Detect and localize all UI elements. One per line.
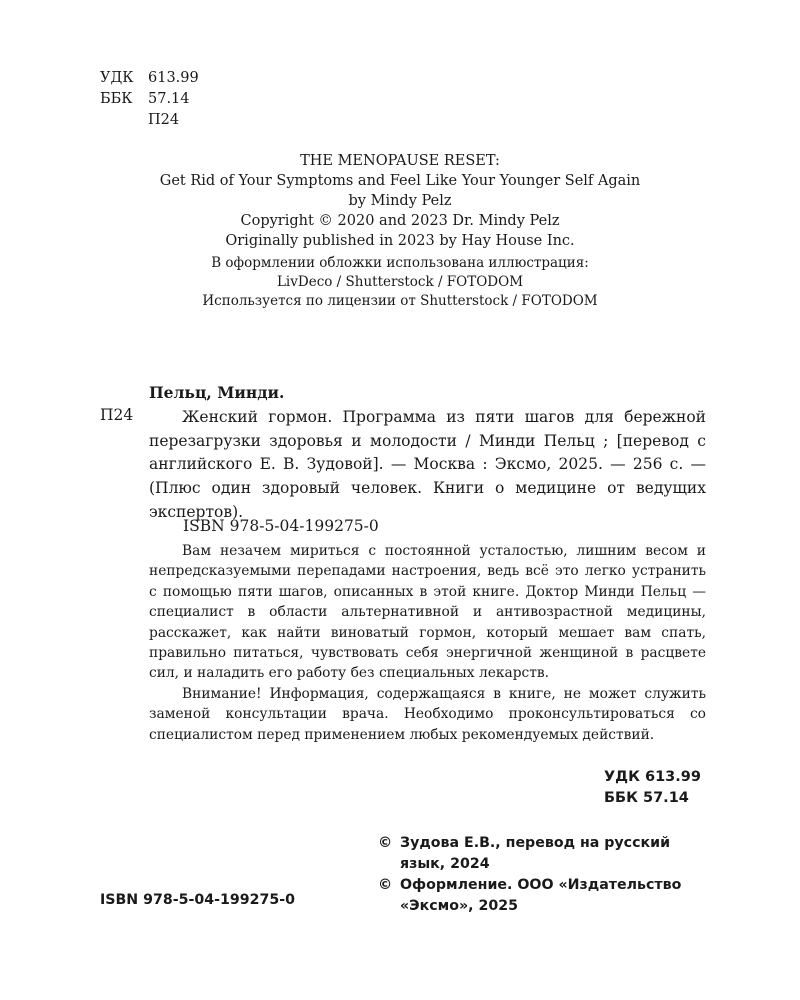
annotation-paragraph-2: Внимание! Информация, содержащаяся в книге, не может служить заменой консультации врача. Необходимо проконсультироваться со специалистом перед применением любых рекомендуемых действий. [149, 685, 706, 743]
cover-credits-line2: LivDeco / Shutterstock / FOTODOM [276, 274, 524, 290]
copyright-symbol: © [378, 835, 393, 851]
original-copyright: Copyright © 2020 and 2023 Dr. Mindy Pelz [240, 213, 560, 229]
udk-value: 613.99 [148, 70, 199, 86]
codes-bottom [604, 767, 701, 809]
copyright-design [378, 875, 718, 917]
copyright-translation [378, 833, 718, 875]
original-edition-info [0, 151, 800, 251]
record-description-block [149, 406, 706, 525]
bbk-value: 57.14 [148, 91, 190, 107]
original-published: Originally published in 2023 by Hay House Inc. [225, 233, 575, 249]
copyright-symbol: © [378, 877, 393, 893]
author-mark-row [100, 110, 199, 131]
bbk-label: ББК [100, 91, 133, 107]
isbn-bottom: ISBN 978-5-04-199275-0 [100, 892, 296, 908]
udk-row [100, 68, 199, 89]
original-subtitle: Get Rid of Your Symptoms and Feel Like Your Younger Self Again [159, 173, 641, 189]
original-title: THE MENOPAUSE RESET: [300, 153, 500, 169]
copyright-block [378, 833, 718, 917]
record-isbn: ISBN 978-5-04-199275-0 [183, 517, 379, 535]
cover-credits-line1: В оформлении обложки использована иллюстрация: [211, 255, 589, 271]
author-mark: П24 [148, 112, 180, 128]
codes-bottom-bbk: ББК 57.14 [604, 790, 689, 806]
annotation-paragraph-1: Вам незачем мириться с постоянной усталостью, лишним весом и непредсказуемыми перепадами настроения, ведь всё это легко устранить с помощью пяти шагов, описанных в этой книге. Доктор Минди Пельц — специалист в области альтернативной и антивозрастной медицины, расскажет, как найти виноватый гормон, который мешает вам спать, правильно питаться, чувствовать себя энергичной женщиной в расцвете сил, и наладить его работу без специальных лекарств. [149, 543, 706, 682]
record-code: П24 [100, 406, 134, 424]
copyright-translation-text: Зудова Е.В., перевод на русский язык, 2024 [400, 835, 671, 872]
original-byline: by Mindy Pelz [348, 193, 452, 209]
record-author: Пельц, Минди. [149, 383, 285, 402]
cover-credits-line3: Используется по лицензии от Shutterstock / FOTODOM [202, 293, 598, 309]
classification-block [100, 68, 199, 131]
copyright-design-text: Оформление. ООО «Издательство «Эксмо», 2025 [400, 877, 682, 914]
bbk-row [100, 89, 199, 110]
cover-credits [0, 254, 800, 311]
annotation [149, 541, 706, 745]
codes-bottom-udk: УДК 613.99 [604, 769, 701, 785]
udk-label: УДК [100, 70, 134, 86]
record-description: Женский гормон. Программа из пяти шагов для бережной перезагрузки здоровья и молодости / Минди Пельц ; [перевод с английского Е. В. Зудовой]. — Москва : Эксмо, 2025. — 256 с. — (Плюс один здоровый человек. Книги о медицине от ведущих экспертов). [149, 408, 706, 521]
